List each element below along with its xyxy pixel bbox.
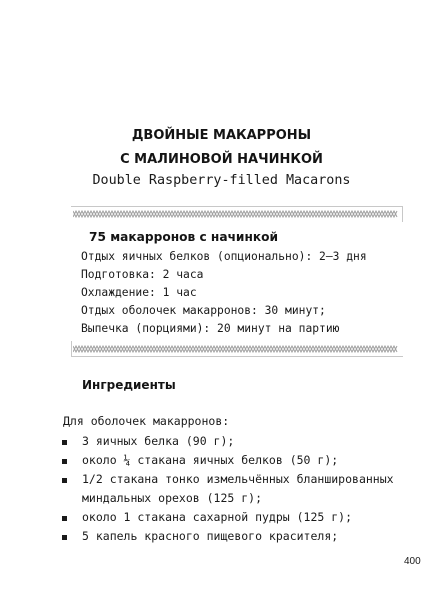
info-line-bake: Выпечка (порциями): 20 минут на партию — [81, 322, 340, 335]
ingredients-group-intro: Для оболочек макарронов: — [63, 414, 230, 428]
divider-bottom — [71, 341, 403, 357]
info-line-chill: Охлаждение: 1 час — [81, 286, 197, 299]
list-bullet — [62, 459, 67, 464]
ingredient-item: 1/2 стакана тонко измельчённых бланшированных — [82, 472, 394, 486]
zigzag-ornament — [73, 210, 399, 218]
ingredient-item: 3 яичных белка (90 г); — [82, 434, 235, 448]
list-bullet — [62, 516, 67, 521]
recipe-yield: 75 макарронов с начинкой — [89, 230, 279, 244]
divider-top — [71, 206, 403, 222]
ingredient-item: около 1 стакана сахарной пудры (125 г); — [82, 510, 353, 524]
recipe-title-line-1: ДВОЙНЫЕ МАКАРРОНЫ — [131, 128, 312, 143]
info-line-rest: Отдых яичных белков (опционально): 2–3 дня — [81, 250, 367, 263]
ingredient-item: около ¼ стакана яичных белков (50 г); — [82, 453, 339, 467]
recipe-title-line-2: С МАЛИНОВОЙ НАЧИНКОЙ — [120, 152, 323, 167]
zigzag-ornament — [73, 345, 399, 353]
ingredient-item-continuation: миндальных орехов (125 г); — [82, 491, 263, 505]
list-bullet — [62, 478, 67, 483]
ingredient-item: 5 капель красного пищевого красителя; — [82, 529, 339, 543]
list-bullet — [62, 535, 67, 540]
info-line-prep: Подготовка: 2 часа — [81, 268, 204, 281]
recipe-subtitle: Double Raspberry-filled Macarons — [92, 173, 351, 188]
page-number: 400 — [404, 556, 421, 567]
list-bullet — [62, 440, 67, 445]
ingredients-heading: Ингредиенты — [82, 378, 176, 392]
info-line-shell-rest: Отдых оболочек макарронов: 30 минут; — [81, 304, 326, 317]
